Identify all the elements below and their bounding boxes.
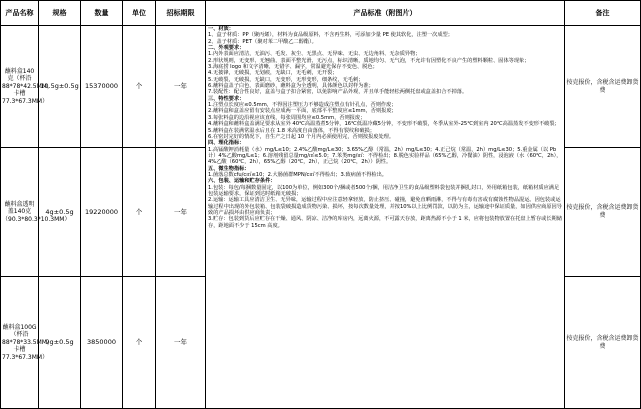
product-period: 一年 (156, 148, 206, 277)
standard-line: 3.海底捞 logo 和文字清晰，无错字、漏字，常温避光保存不变色、脱色； (208, 64, 378, 71)
product-spec: 10.5g±0.5g (39, 26, 81, 148)
standard-section-heading: 四、理化指标： (208, 140, 245, 147)
standard-line: 2、盖子材质：PET（聚对苯二甲酸乙二醇酯）。 (208, 38, 317, 45)
header-spec: 规格 (39, 1, 81, 26)
standard-text (208, 26, 562, 229)
standard-line: 2.形状规则，无变形、无翘曲，表面平整光滑、无污点，标识清晰，质地均匀、无气泡，不允许有因塑化不良产生的塑料颗粒、固体等现象； (208, 57, 530, 64)
standard-section-heading: 三、特性要求： (208, 95, 245, 102)
header-qty: 数量 (81, 1, 123, 26)
standard-line: 1.高锰酸钾消耗量（水）mg/L≤10；2.4%乙酸mg/L≤30；3.65%乙醇（常温，2h）mg/L≤30；4.正己烷（常温，2h）mg/L≤30；5.重金属（以 Pb 计）4%乙酸mg/L≤1；6.溶剂残留总量mg/㎡≤5.0；7.苯类mg/㎡：不得检出；8.脱色实验样品（65%乙醇，冷餐油）阴性，浸泡液（水（60℃，2h），4%乙酸（60℃，2h），65%乙醇（20℃，2h），正己烷（20℃，2h））阴性。 (208, 146, 562, 166)
standard-line: 2.蘸料盒和盒盖应留有安装点应成两一平面，底部平平整度应≤1mm，否则报废； (208, 108, 397, 115)
table-row (1, 26, 641, 148)
product-spec: 9g±0.5g (39, 277, 81, 409)
standard-line: 1、盒子材质：PP（聚丙烯），材料为食品级原料，不含再生料，可添加少量 PE 使其软化，注塑一次成型； (208, 32, 453, 39)
standard-line: 6.蘸料盒盖子白色，表面磨砂，蘸料盒为全透明，具体颜色以封样为准； (208, 83, 374, 90)
product-period: 一年 (156, 277, 206, 409)
product-unit: 个 (123, 277, 156, 409)
product-period: 一年 (156, 26, 206, 148)
product-standard-cell (206, 26, 565, 409)
standard-line: 1.包装：每包/每捆数量固定，以100为单位，例如300个/捆或者500个/捆，用洁净卫生的食品级塑料袋包装并捆扎封口，外用纸箱包装，纸箱材质应满足包装运输要求，保证到达时纸箱无破损； (208, 184, 560, 197)
standard-line: 4.无披锋，无破损，无划痕，无缺口，无毛刺，无开裂； (208, 70, 338, 77)
product-note: 按克报价，含税含运费卸货费 (565, 277, 641, 409)
header-row (1, 1, 641, 26)
header-name: 产品名称 (1, 1, 39, 26)
product-unit: 个 (123, 148, 156, 277)
product-qty: 15370000 (81, 26, 123, 148)
standard-line: 4.蘸料盒和蘸料盒盖满足要求从室外 40℃高温蒸煮5分钟，16℃低温冷藏5分钟，不变形不破裂，冬季从室外-25℃到室内 20℃高温蒸发不变形不破裂； (208, 121, 560, 128)
standard-section-heading: 二、外观要求： (208, 45, 245, 52)
product-note: 按克报价，含税含运费卸货费 (565, 26, 641, 148)
standard-section-heading: 六、包装、运输和贮存条件： (208, 178, 276, 185)
standard-line: 7.装配性：配合性良好，盒盖与盒子扣合紧密，以免影响产品外观，并且单手能轻松两侧托盘或盒盖扣合不掉落。 (208, 89, 468, 96)
standard-section-heading: 五、微生物指标： (208, 165, 250, 172)
standard-line: 3.贮存：包装到货后应贮存在干燥、通风、阴凉、洁净的库房内，远离火源，不可露天存放，距离热源不小于 1 米，应将包装物放置在托盘上暂存或长期储存，距地面不少于 15cm 高度。 (208, 216, 562, 229)
header-standard: 产品标准（附图片） (206, 1, 565, 26)
standard-line: 5.蘸料盒在装满常温水后且在 1.8 米高度自由落体，不得有裂纹和破损； (208, 127, 375, 134)
standard-line: 3.每张料盒的边沿视应该直线，每张周围均应≤0.5mm，否则报废； (208, 114, 366, 121)
header-period: 招标期限 (156, 1, 206, 26)
standard-line: 1.内外表面应清洁，无油污、毛发、灰尘、无黑点、无异味、无虫、无边角料、无杂质异物； (208, 51, 421, 58)
product-name: 蘸料盒透明盖140克（90.3*80.3*10.3MM） (1, 148, 39, 277)
product-qty: 19220000 (81, 148, 123, 277)
standard-line: 2.运输：运输工具应清洁卫生、无异味，运输过程中应注意轻拿轻放，防止挤压、碰撞，避免直晒雨淋，不得与有毒有害或有腐蚀性物品混运。因包装或运输过程中出现的外包装箱、包装袋破损造成货物污染、损坏，按每次数量处理，并按10%以上比例罚款，以防为主，运输途中保证质量，如因供应商原因导致的产品损坏由供应商负责； (208, 197, 562, 216)
standard-line: 6.在密封完好的情况下，自生产之日起 10 个月内必须使用完，否则按报废处理。 (208, 133, 395, 140)
standard-line: 1.注塑点长度应≤0.5mm，不得因注塑压力不够造成注塑点有针孔点，否则作废； (208, 102, 397, 109)
header-unit: 单位 (123, 1, 156, 26)
product-note: 按克报价，含税含运费卸货费 (565, 148, 641, 277)
product-name: 蘸料盒140克（杯沿88*78*42.5MM，卡槽77.3*67.3MM） (1, 26, 39, 148)
product-spec: 4g±0.5g (39, 148, 81, 277)
standard-section-heading: 一、材质： (208, 26, 234, 32)
product-qty: 3850000 (81, 277, 123, 409)
standard-line: 1.菌落总数cfu/c㎡≤10；2.大肠菌群MPN/c㎡不得检出；3.致病菌不得检出。 (208, 171, 387, 178)
product-unit: 个 (123, 26, 156, 148)
standard-line: 5.无破裂，无破损，无缺口，无变形，无形变形，细条纹，无毛刺； (208, 76, 364, 83)
product-name: 蘸料盒100G（杯沿88*78*33.5MM，卡槽77.3*67.3MM） (1, 277, 39, 409)
header-note: 备注 (565, 1, 641, 26)
